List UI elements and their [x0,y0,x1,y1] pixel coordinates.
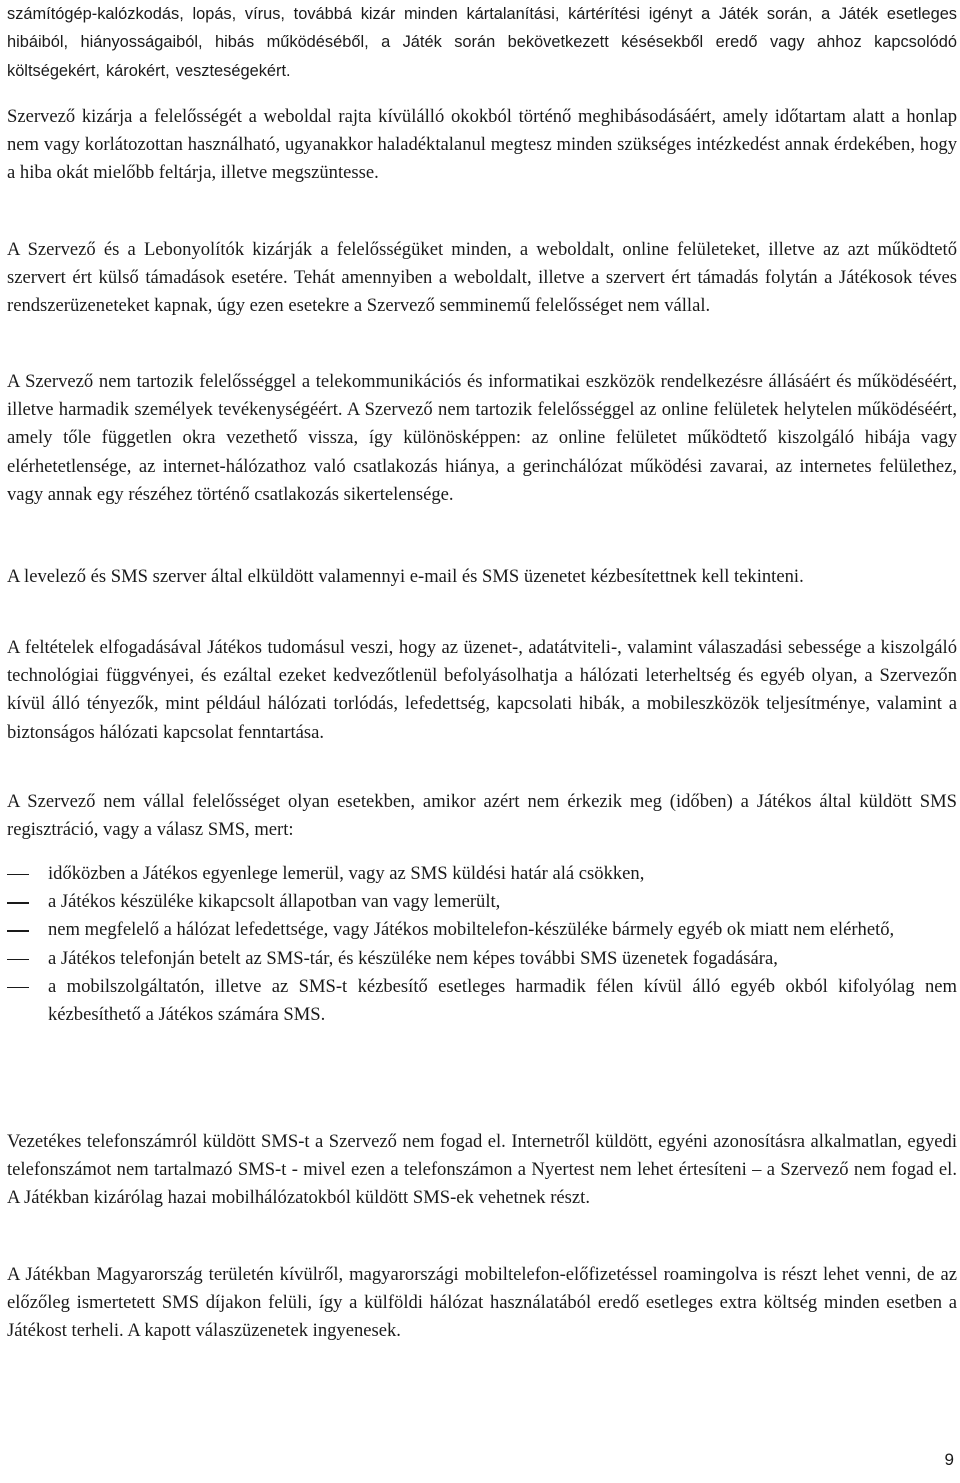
list-item [7,888,957,916]
dash-bullet [7,959,29,960]
paragraph-external-attacks: A Szervező és a Lebonyolítók kizárják a felelősségüket minden, a weboldalt, online felületeket, illetve az azt működtető szervert ért külső támadások esetére. Tehát amennyiben a weboldalt, illetve a szervert ért támadás folytán a Játékosok téves rendszerüzeneteket kapnak, úgy ezen esetekre a Szervező semminemű felelősséget nem vállal. [7,239,957,317]
list-item-text: időközben a Játékos egyenlege lemerül, vagy az SMS küldési határ alá csökken, [48,863,645,884]
paragraph-roaming: A Játékban Magyarország területén kívülről, magyarországi mobiltelefon-előfizetéssel roamingolva is részt lehet venni, de az előzőleg ismertetett SMS díjakon felüli, így a külföldi hálózat használatából eredő esetleges extra költség minden esetben a Játékost terheli. A kapott válaszüzenetek ingyenesek. [7,1264,957,1342]
reasons-list [7,860,957,1029]
dash-bullet [7,930,29,931]
list-item [7,916,957,944]
paragraph-website-failure: Szervező kizárja a felelősségét a weboldal rajta kívülálló okokból történő meghibásodásáért, amely időtartam alatt a honlap nem vagy korlátozottan használható, ugyanakkor haladéktalanul megtesz minden szükséges intézkedést annak érdekében, hogy a hiba okát mielőbb feltárja, illetve megszüntesse. [7,106,957,184]
paragraph-sms-registration: A Szervező nem vállal felelősséget olyan esetekben, amikor azért nem érkezik meg (időben) a Játékos által küldött SMS regisztráció, vagy a válasz SMS, mert: [7,791,957,841]
list-item [7,945,957,973]
list-item-text: nem megfelelő a hálózat lefedettsége, vagy Játékos mobiltelefon-készüléke bármely egyéb ok miatt nem elérhető, [48,919,895,941]
paragraph-liability-hacking: számítógép-kalózkodás, lopás, vírus, továbbá kizár minden kártalanítási, kártérítési igényt a Játék során, a Játék esetleges hibáiból, hiányosságaiból, hibás működéséből, a Játék során bekövetkezett késésekből eredő vagy ahhoz kapcsolódó költségekért, károkért, veszteségekért. [7,5,957,80]
list-item-text: a mobilszolgáltatón, illetve az SMS-t kézbesítő esetleges harmadik félen kívül álló egyéb okból kifolyólag nem kézbesíthető a Játékos számára SMS. [48,975,957,1026]
list-item-text: a Játékos telefonján betelt az SMS-tár, és készüléke nem képes további SMS üzenetek fogadására, [48,947,778,969]
dash-bullet [7,902,29,903]
list-item [7,860,957,888]
dash-bullet [7,874,29,875]
paragraph-landline-sms: Vezetékes telefonszámról küldött SMS-t a Szervező nem fogad el. Internetről küldött, egyéni azonosításra alkalmatlan, egyedi telefonszámot nem tartalmazó SMS-t - mivel ezen a telefonszámon a Nyertest nem lehet értesíteni – a Szervező nem fogad el. A Játékban kizárólag hazai mobilhálózatokból küldött SMS-ek vehetnek részt. [7,1131,957,1209]
dash-bullet [7,987,29,988]
list-item-text: a Játékos készüléke kikapcsolt állapotban van vagy lemerült, [48,891,501,913]
paragraph-sms-delivery: A levelező és SMS szerver által elküldött valamennyi e-mail és SMS üzenetet kézbesítettnek kell tekinteni. [7,566,804,587]
paragraph-telecom-liability: A Szervező nem tartozik felelősséggel a telekommunikációs és informatikai eszközök rendelkezésre állásáért és működéséért, illetve harmadik személyek tevékenységéért. A Szervező nem tartozik felelősséggel az online felületek helytelen működéséért, amely tőle független okra vezethető vissza, így különösképpen: az online felületet működtető kiszolgáló hibája vagy elérhetetlensége, az internet-hálózathoz való csatlakozás hiánya, a gerinchálózat működési zavarai, az internetes felülethez, vagy annak egy részéhez történő csatlakozás sikertelensége. [7,371,957,505]
paragraph-network-conditions: A feltételek elfogadásával Játékos tudomásul veszi, hogy az üzenet-, adatátviteli-, valamint válaszadási sebessége a kiszolgáló technológiai függvényei, és ezáltal ezeket kedvezőtlenül befolyásolhatja a hálózati leterheltség és egyéb olyan, a Szervezőn kívül álló tényezők, mint például hálózati torlódás, lefedettség, kapcsolati hibák, a mobileszközök teljesítménye, valamint a biztonságos hálózati kapcsolat fenntartása. [7,637,957,743]
list-item [7,973,957,1029]
page-number: 9 [944,1450,954,1469]
